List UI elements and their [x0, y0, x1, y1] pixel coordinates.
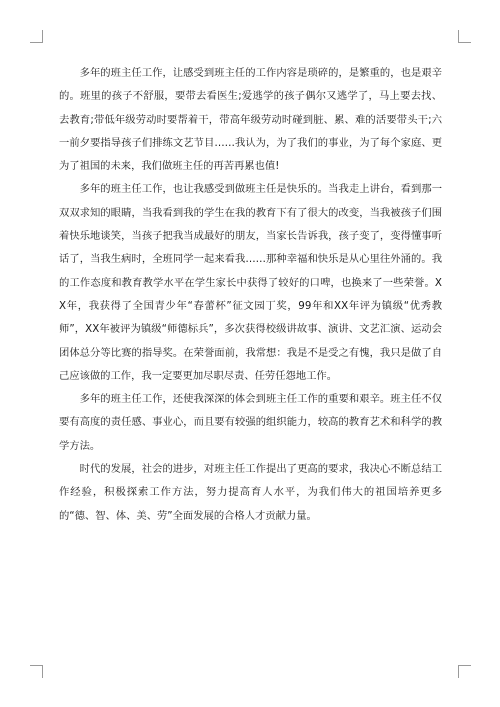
corner-mark-bottom-right: [458, 665, 471, 678]
paragraph-4: 时代的发展，社会的进步，对班主任工作提出了更高的要求，我决心不断总结工作经验，积极探索工作方法，努力提高育人水平，为我们伟大的祖国培养更多的“德、智、体、美、劳”全面发展的合格人才贡献力量。: [59, 463, 442, 522]
corner-mark-top-right: [458, 30, 471, 43]
corner-mark-bottom-left: [30, 665, 43, 678]
paragraph-1: 多年的班主任工作，让感受到班主任的工作内容是琐碎的，是繁重的，也是艰辛的。班里的孩子不舒服，要带去看医生;爱逃学的孩子偶尔又逃学了，马上要去找、去教育;带低年级劳动时要帮着干，带高年级劳动时碰到脏、累、难的活要带头干;六一前夕要指导孩子们排练文艺节目……我认为，为了我们的事业，为了每个家庭、更为了祖国的未来，我们做班主任的再苦再累也值!: [59, 67, 442, 173]
document-body: [59, 62, 442, 528]
paragraph-2: 多年的班主任工作，也让我感受到做班主任是快乐的。当我走上讲台，看到那一双双求知的眼睛，当我看到我的学生在我的教育下有了很大的改变，当我被孩子们围着快乐地谈笑，当孩子把我当成最好的朋友，当家长告诉我，孩子变了，变得懂事听话了，当我生病时，全班同学一起来看我……那种幸福和快乐是从心里往外涌的。我的工作态度和教育教学水平在学生家长中获得了较好的口啤，也换来了一些荣誉。XX年，我获得了全国青少年“春蕾杯”征文园丁奖，99年和XX年评为镇级“优秀教师”，XX年被评为镇级“师德标兵”，多次获得校级讲故事、演讲、文艺汇演、运动会团体总分等比赛的指导奖。在荣誉面前，我常想：我是不是受之有愧，我只是做了自己应该做的工作，我一定要更加尽职尽责、任劳任怨地工作。: [59, 183, 442, 382]
corner-mark-top-left: [30, 30, 43, 43]
paragraph-3: 多年的班主任工作，还使我深深的体会到班主任工作的重要和艰辛。班主任不仅要有高度的责任感、事业心，而且要有较强的组织能力，较高的教育艺术和科学的教学方法。: [59, 393, 442, 452]
